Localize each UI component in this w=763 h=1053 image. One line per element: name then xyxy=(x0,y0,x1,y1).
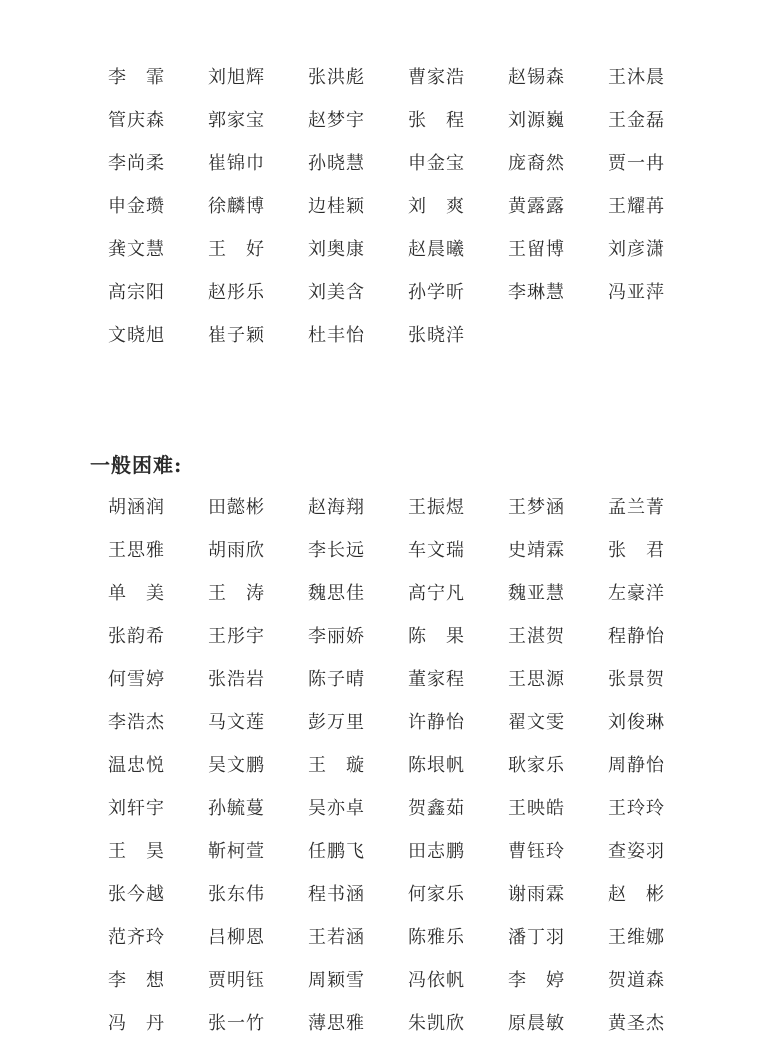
name-cell: 魏思佳 xyxy=(308,583,365,604)
name-cell: 张 君 xyxy=(608,540,665,561)
name-cell: 王留博 xyxy=(508,239,565,260)
name-cell: 赵锡森 xyxy=(508,67,565,88)
name-cell: 王耀苒 xyxy=(608,196,665,217)
name-cell: 程静怡 xyxy=(608,626,665,647)
name-cell: 赵梦宇 xyxy=(308,110,365,131)
name-cell: 边桂颖 xyxy=(308,196,365,217)
name-cell: 田志鹏 xyxy=(408,841,465,862)
name-cell: 李 想 xyxy=(108,970,165,991)
name-cell: 孙晓慧 xyxy=(308,153,365,174)
name-cell: 王彤宇 xyxy=(208,626,265,647)
name-cell: 张东伟 xyxy=(208,884,265,905)
name-cell: 龚文慧 xyxy=(108,239,165,260)
name-cell: 左豪洋 xyxy=(608,583,665,604)
name-cell: 冯 丹 xyxy=(108,1013,165,1034)
name-cell: 彭万里 xyxy=(308,712,365,733)
name-cell: 王 璇 xyxy=(308,755,365,776)
name-cell: 刘源巍 xyxy=(508,110,565,131)
name-cell: 原晨敏 xyxy=(508,1013,565,1034)
name-cell: 孙学昕 xyxy=(408,282,465,303)
name-cell: 李浩杰 xyxy=(108,712,165,733)
name-cell: 李丽娇 xyxy=(308,626,365,647)
name-cell: 高宁凡 xyxy=(408,583,465,604)
name-cell: 胡雨欣 xyxy=(208,540,265,561)
name-cell: 王沐晨 xyxy=(608,67,665,88)
name-cell: 文晓旭 xyxy=(108,325,165,346)
name-cell: 王 好 xyxy=(208,239,265,260)
name-cell: 何家乐 xyxy=(408,884,465,905)
name-cell: 张一竹 xyxy=(208,1013,265,1034)
name-cell: 刘彦潇 xyxy=(608,239,665,260)
name-cell: 翟文雯 xyxy=(508,712,565,733)
name-cell: 王若涵 xyxy=(308,927,365,948)
name-cell: 谢雨霖 xyxy=(508,884,565,905)
name-cell: 贺鑫茹 xyxy=(408,798,465,819)
name-cell: 查姿羽 xyxy=(608,841,665,862)
section-heading-general-difficulty: 一般困难: xyxy=(90,453,183,477)
name-cell: 王梦涵 xyxy=(508,497,565,518)
name-cell: 王思源 xyxy=(508,669,565,690)
name-cell: 王映皓 xyxy=(508,798,565,819)
name-cell: 刘美含 xyxy=(308,282,365,303)
name-cell: 张晓洋 xyxy=(408,325,465,346)
name-cell: 朱凯欣 xyxy=(408,1013,465,1034)
name-cell: 管庆森 xyxy=(108,110,165,131)
name-cell: 李尚柔 xyxy=(108,153,165,174)
name-cell: 申金宝 xyxy=(408,153,465,174)
name-cell: 赵晨曦 xyxy=(408,239,465,260)
name-cell: 冯依帆 xyxy=(408,970,465,991)
name-cell: 任鹏飞 xyxy=(308,841,365,862)
name-cell: 靳柯萱 xyxy=(208,841,265,862)
name-cell: 王金磊 xyxy=(608,110,665,131)
name-cell: 王玲玲 xyxy=(608,798,665,819)
name-cell: 王 涛 xyxy=(208,583,265,604)
name-cell: 刘俊琳 xyxy=(608,712,665,733)
name-cell: 程书涵 xyxy=(308,884,365,905)
name-cell: 张韵希 xyxy=(108,626,165,647)
name-cell: 申金瓒 xyxy=(108,196,165,217)
name-cell: 耿家乐 xyxy=(508,755,565,776)
name-cell: 温忠悦 xyxy=(108,755,165,776)
name-cell: 李琳慧 xyxy=(508,282,565,303)
name-cell: 许静怡 xyxy=(408,712,465,733)
name-cell: 张洪彪 xyxy=(308,67,365,88)
name-cell: 赵海翔 xyxy=(308,497,365,518)
name-cell: 周静怡 xyxy=(608,755,665,776)
name-cell: 王 昊 xyxy=(108,841,165,862)
name-cell: 赵彤乐 xyxy=(208,282,265,303)
name-cell: 胡涵润 xyxy=(108,497,165,518)
name-cell: 潘丁羽 xyxy=(508,927,565,948)
name-cell: 赵 彬 xyxy=(608,884,665,905)
name-cell: 孙毓蔓 xyxy=(208,798,265,819)
name-cell: 刘奥康 xyxy=(308,239,365,260)
name-cell: 何雪婷 xyxy=(108,669,165,690)
name-cell: 贾明钰 xyxy=(208,970,265,991)
name-cell: 冯亚萍 xyxy=(608,282,665,303)
name-cell: 李长远 xyxy=(308,540,365,561)
name-cell: 黄露露 xyxy=(508,196,565,217)
name-cell: 刘旭辉 xyxy=(208,67,265,88)
name-cell: 王思雅 xyxy=(108,540,165,561)
name-cell: 杜丰怡 xyxy=(308,325,365,346)
name-cell: 庞裔然 xyxy=(508,153,565,174)
name-cell: 王振煜 xyxy=(408,497,465,518)
name-cell: 张 程 xyxy=(408,110,465,131)
name-cell: 刘 爽 xyxy=(408,196,465,217)
name-list-section-1 xyxy=(108,64,708,365)
name-cell: 马文莲 xyxy=(208,712,265,733)
name-cell: 曹钰玲 xyxy=(508,841,565,862)
name-cell: 李 霏 xyxy=(108,67,165,88)
name-cell: 薄思雅 xyxy=(308,1013,365,1034)
name-cell: 陈子晴 xyxy=(308,669,365,690)
name-cell: 徐麟博 xyxy=(208,196,265,217)
name-cell: 范齐玲 xyxy=(108,927,165,948)
name-cell: 贺道森 xyxy=(608,970,665,991)
name-cell: 史靖霖 xyxy=(508,540,565,561)
name-cell: 单 美 xyxy=(108,583,165,604)
name-cell: 郭家宝 xyxy=(208,110,265,131)
name-cell: 车文瑞 xyxy=(408,540,465,561)
name-cell: 陈垠帆 xyxy=(408,755,465,776)
name-cell: 魏亚慧 xyxy=(508,583,565,604)
name-cell: 张浩岩 xyxy=(208,669,265,690)
name-cell: 崔子颖 xyxy=(208,325,265,346)
name-cell: 张景贺 xyxy=(608,669,665,690)
name-cell: 吕柳恩 xyxy=(208,927,265,948)
name-cell: 周颖雪 xyxy=(308,970,365,991)
name-cell: 张今越 xyxy=(108,884,165,905)
name-cell: 王维娜 xyxy=(608,927,665,948)
name-cell: 高宗阳 xyxy=(108,282,165,303)
name-cell: 吴亦卓 xyxy=(308,798,365,819)
name-cell: 陈 果 xyxy=(408,626,465,647)
name-cell xyxy=(508,322,608,350)
name-cell: 陈雅乐 xyxy=(408,927,465,948)
name-cell: 王湛贺 xyxy=(508,626,565,647)
name-cell: 孟兰菁 xyxy=(608,497,665,518)
name-cell: 李 婷 xyxy=(508,970,565,991)
name-cell: 刘轩宇 xyxy=(108,798,165,819)
name-cell: 曹家浩 xyxy=(408,67,465,88)
name-cell xyxy=(608,322,708,350)
name-cell: 崔锦巾 xyxy=(208,153,265,174)
name-cell: 贾一冉 xyxy=(608,153,665,174)
name-cell: 黄圣杰 xyxy=(608,1013,665,1034)
name-cell: 吴文鹏 xyxy=(208,755,265,776)
name-list-section-2 xyxy=(108,494,708,1053)
name-cell: 董家程 xyxy=(408,669,465,690)
name-cell: 田懿彬 xyxy=(208,497,265,518)
